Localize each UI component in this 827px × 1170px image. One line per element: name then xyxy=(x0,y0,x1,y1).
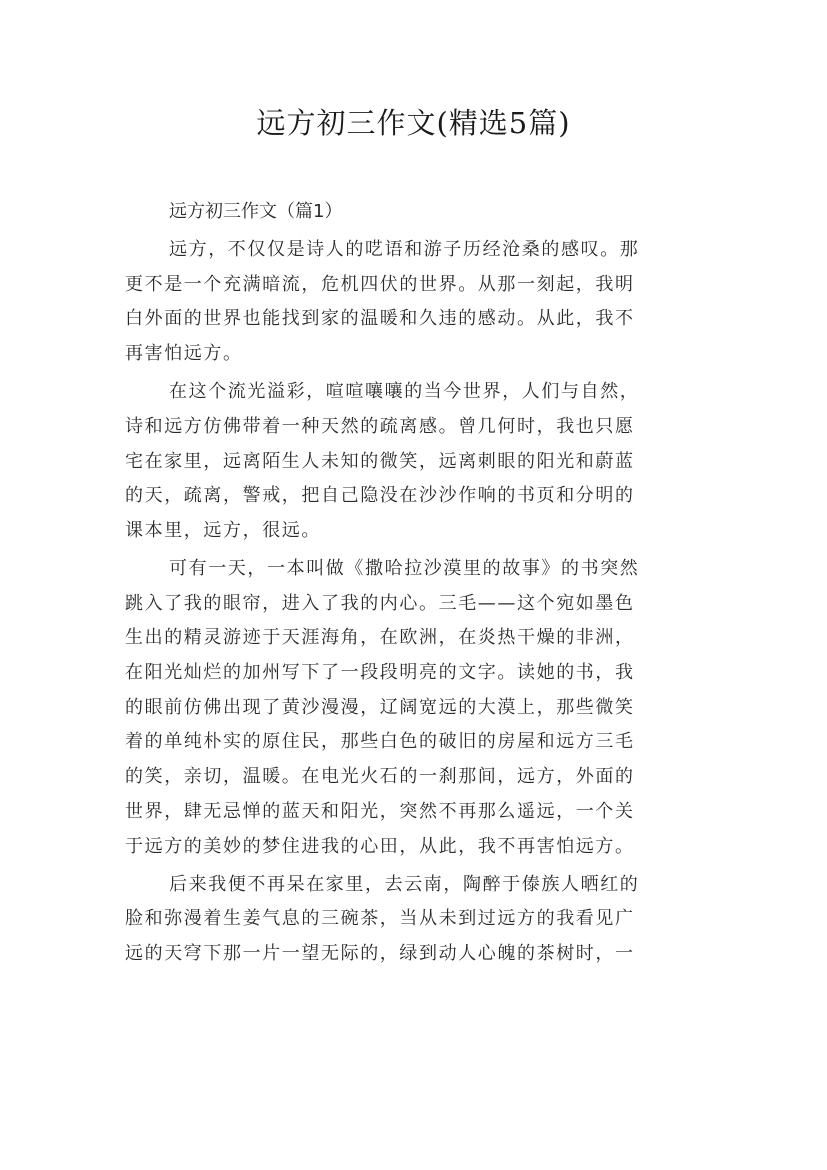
text-line: 于远方的美妙的梦住进我的心田，从此，我不再害怕远方。 xyxy=(125,835,635,857)
document-title: 远方初三作文(精选5篇) xyxy=(256,106,571,140)
paragraph-3 xyxy=(125,549,705,865)
text-line: 在阳光灿烂的加州写下了一段段明亮的文字。读她的书，我 xyxy=(125,662,635,684)
document-body xyxy=(125,195,705,972)
text-line: 诗和远方仿佛带着一种天然的疏离感。曾几何时，我也只愿 xyxy=(125,415,635,437)
text-line: 宅在家里，远离陌生人未知的微笑，远离刺眼的阳光和蔚蓝 xyxy=(125,450,635,472)
text-line: 课本里，远方，很远。 xyxy=(125,519,321,541)
text-line: 更不是一个充满暗流，危机四伏的世界。从那一刻起，我明 xyxy=(125,273,635,295)
paragraph-4 xyxy=(125,864,705,971)
text-line: 的笑，亲切，温暖。在电光火石的一刹那间，远方，外面的 xyxy=(125,766,635,788)
paragraph-1 xyxy=(125,230,705,372)
paragraph-2 xyxy=(125,372,705,549)
text-line: 着的单纯朴实的原住民，那些白色的破旧的房屋和远方三毛 xyxy=(125,731,635,753)
text-line: 的天，疏离，警戒，把自己隐没在沙沙作响的书页和分明的 xyxy=(125,485,635,507)
text-line: 生出的精灵游迹于天涯海角，在欧洲，在炎热干燥的非洲， xyxy=(125,627,635,649)
section-heading: 远方初三作文（篇1） xyxy=(169,201,343,222)
text-line: 远方，不仅仅是诗人的呓语和游子历经沧桑的感叹。那 xyxy=(169,239,640,260)
text-line: 世界，肆无忌惮的蓝天和阳光，突然不再那么遥远，一个关 xyxy=(125,800,635,822)
text-line: 脸和弥漫着生姜气息的三碗茶，当从未到过远方的我看见广 xyxy=(125,908,635,930)
text-line: 后来我便不再呆在家里，去云南，陶醉于傣族人晒红的 xyxy=(169,873,640,895)
text-line: 再害怕远方。 xyxy=(125,343,243,365)
text-line: 跳入了我的眼帘，进入了我的内心。三毛——这个宛如墨色 xyxy=(125,592,635,614)
text-line: 远的天穹下那一片一望无际的，绿到动人心魄的茶树时，一 xyxy=(125,942,635,964)
text-line: 在这个流光溢彩，喧喧嚷嚷的当今世界，人们与自然， xyxy=(169,381,640,403)
text-line: 的眼前仿佛出现了黄沙漫漫，辽阔宽远的大漠上，那些微笑 xyxy=(125,696,635,718)
text-line: 白外面的世界也能找到家的温暖和久违的感动。从此，我不 xyxy=(125,308,635,330)
text-line: 可有一天，一本叫做《撒哈拉沙漠里的故事》的书突然 xyxy=(169,557,640,579)
